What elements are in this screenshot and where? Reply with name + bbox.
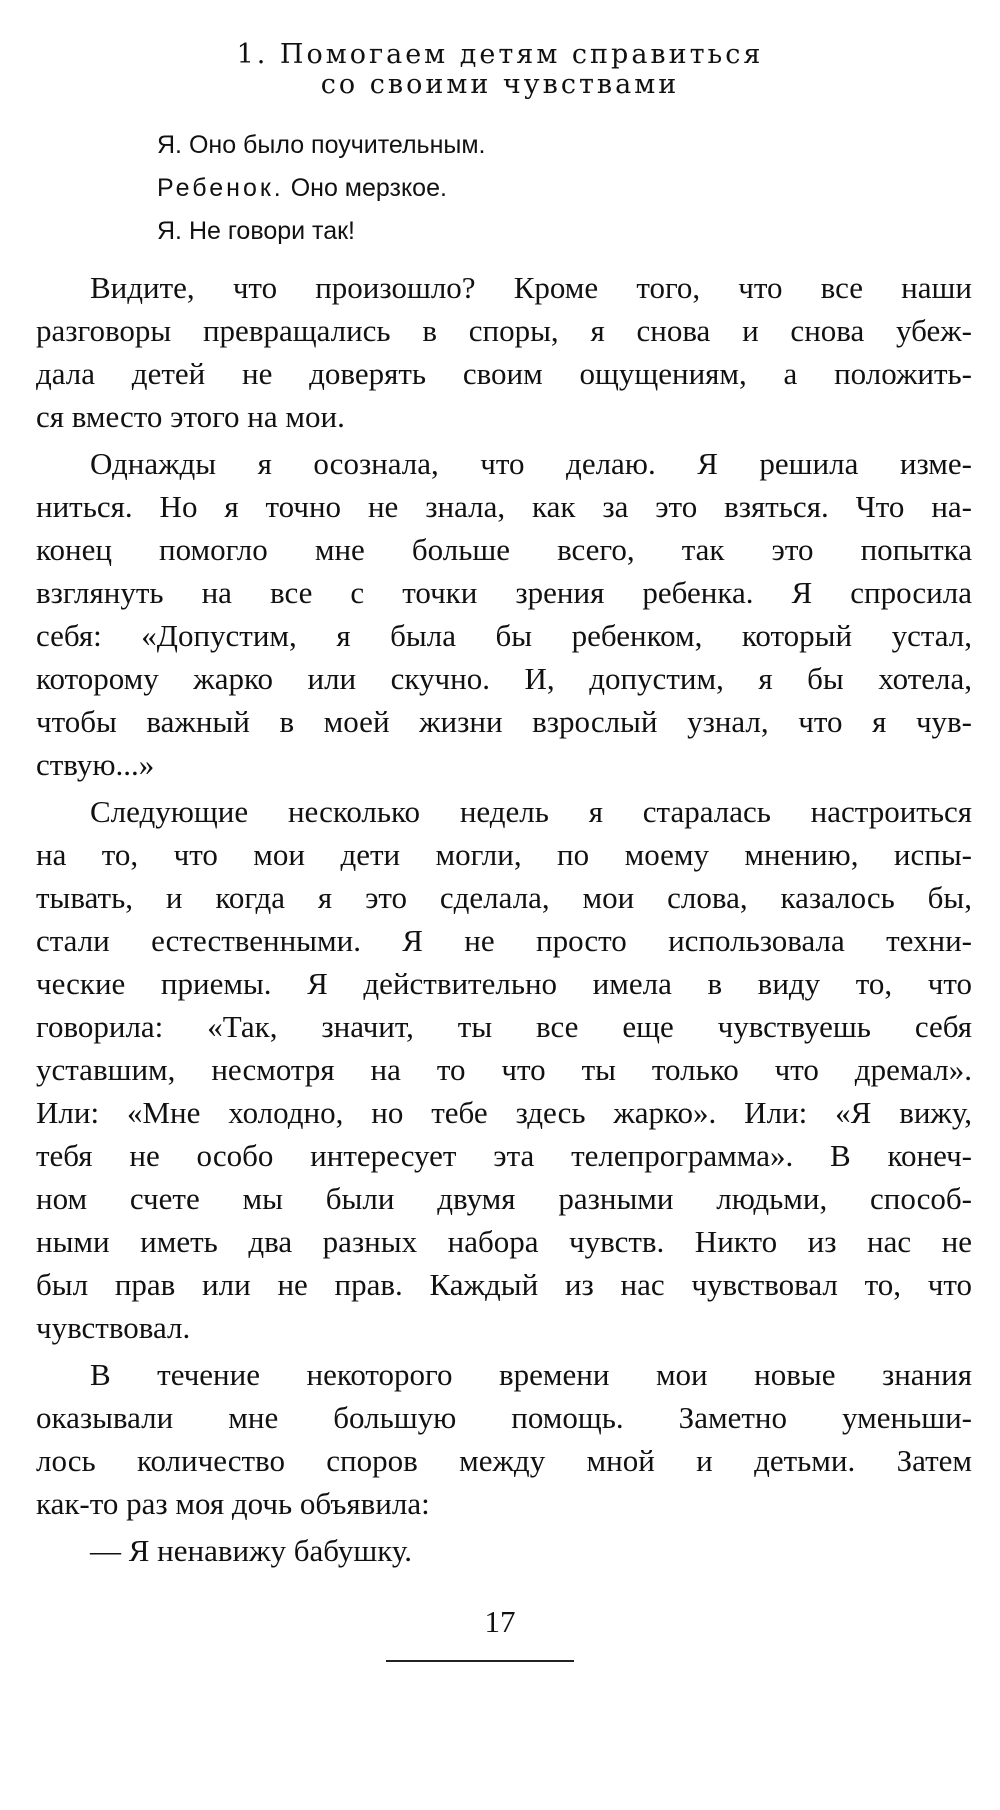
dialogue-speaker: Я.: [157, 131, 182, 159]
running-head: [0, 40, 1000, 100]
text-line: оказывали мне большую помощь. Заметно уменьши-: [36, 1400, 972, 1435]
paragraph: [36, 790, 972, 1349]
dialogue-speaker: Ребенок.: [157, 174, 284, 202]
dialogue-line: [157, 124, 485, 167]
text-line: ном счете мы были двумя разными людьми, способ-: [36, 1181, 972, 1216]
text-line: чувствовал.: [36, 1310, 191, 1345]
paragraph: [36, 442, 972, 786]
text-line: говорила: «Так, значит, ты все еще чувствуешь себя: [36, 1009, 972, 1044]
running-head-line-1: 1. Помогаем детям справиться: [236, 39, 764, 70]
dialogue-text: Оно мерзкое.: [290, 174, 447, 202]
dialogue-text: Не говори так!: [188, 217, 356, 245]
dialogue-excerpt: [157, 124, 485, 253]
text-line: тебя не особо интересует эта телепрограмма». В конеч-: [36, 1138, 972, 1173]
text-line: В течение некоторого времени мои новые знания: [90, 1357, 972, 1392]
running-head-line-2: со своими чувствами: [320, 69, 680, 100]
text-line: разговоры превращались в споры, я снова и снова убеж-: [36, 313, 972, 348]
text-line: ся вместо этого на мои.: [36, 399, 345, 434]
body-text: [36, 266, 972, 1572]
text-line: конец помогло мне больше всего, так это попытка: [36, 532, 972, 567]
dialogue-speaker: Я.: [157, 217, 182, 245]
text-line: как-то раз моя дочь объявила:: [36, 1486, 430, 1521]
dialogue-line: [157, 210, 485, 253]
paragraph: [36, 1529, 972, 1572]
text-line: уставшим, несмотря на то что ты только что дремал».: [36, 1052, 972, 1087]
text-line: Следующие несколько недель я старалась настроиться: [90, 794, 972, 829]
page-number: 17: [484, 1604, 516, 1639]
text-line: ческие приемы. Я действительно имела в виду то, что: [36, 966, 972, 1001]
paragraph: [36, 1353, 972, 1525]
text-line: себя: «Допустим, я была бы ребенком, который устал,: [36, 618, 972, 653]
text-line: дала детей не доверять своим ощущениям, а положить-: [36, 356, 972, 391]
paragraph: [36, 266, 972, 438]
dialogue-text: Оно было поучительным.: [188, 131, 486, 159]
text-line: ными иметь два разных набора чувств. Никто из нас не: [36, 1224, 972, 1259]
text-line: которому жарко или скучно. И, допустим, я бы хотела,: [36, 661, 972, 696]
text-line: ниться. Но я точно не знала, как за это взяться. Что на-: [36, 489, 972, 524]
text-line: лось количество споров между мной и детьми. Затем: [36, 1443, 972, 1478]
text-line: был прав или не прав. Каждый из нас чувствовал то, что: [36, 1267, 972, 1302]
text-line: — Я ненавижу бабушку.: [90, 1533, 413, 1568]
dialogue-line: [157, 167, 485, 210]
text-line: ствую...»: [36, 747, 155, 782]
text-line: на то, что мои дети могли, по моему мнению, испы-: [36, 837, 972, 872]
text-line: чтобы важный в моей жизни взрослый узнал, что я чув-: [36, 704, 972, 739]
text-line: Или: «Мне холодно, но тебе здесь жарко». Или: «Я вижу,: [36, 1095, 972, 1130]
text-line: тывать, и когда я это сделала, мои слова, казалось бы,: [36, 880, 972, 915]
text-line: Однажды я осознала, что делаю. Я решила изме-: [90, 446, 972, 481]
text-line: взглянуть на все с точки зрения ребенка. Я спросила: [36, 575, 972, 610]
page-number-rule: [386, 1660, 574, 1662]
text-line: Видите, что произошло? Кроме того, что все наши: [90, 270, 972, 305]
text-line: стали естественными. Я не просто использовала техни-: [36, 923, 972, 958]
